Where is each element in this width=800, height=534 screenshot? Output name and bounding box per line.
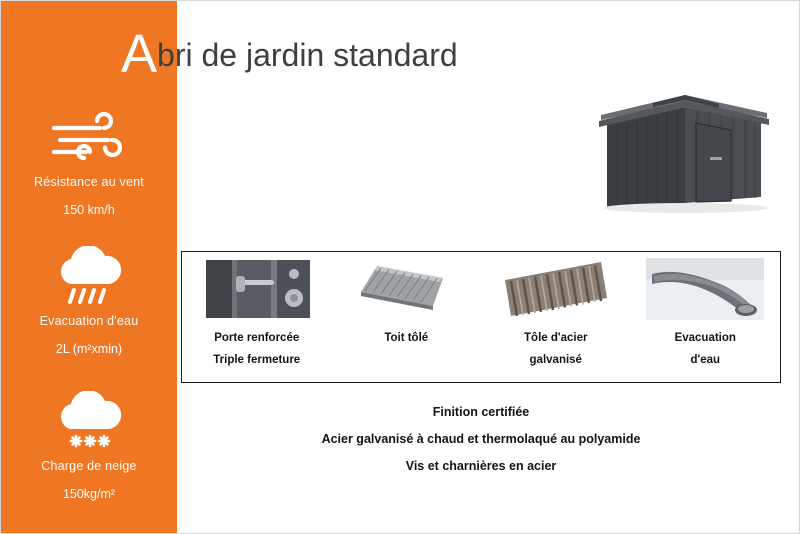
- sidebar-feature-label: Résistance au vent: [34, 175, 144, 189]
- garden-shed-photo: [593, 85, 773, 215]
- sidebar-feature-value: 2L (m²xmin): [55, 342, 123, 356]
- sidebar-feature-value: 150kg/m²: [62, 487, 116, 501]
- sidebar-feature-label: Charge de neige: [41, 459, 137, 473]
- caption-line-2: d'eau: [690, 353, 721, 366]
- wind-icon: [1, 107, 177, 169]
- water-drainage-photo: [646, 258, 764, 320]
- page-title-text: bri de jardin standard: [157, 37, 458, 73]
- sidebar-feature-snow: [1, 391, 177, 501]
- strip-cell-steel: [481, 252, 631, 382]
- snow-cloud-icon: [1, 391, 177, 453]
- strip-cell-caption: [491, 328, 621, 372]
- sidebar-feature-label: Evacuation d'eau: [39, 314, 139, 328]
- caption-line-1: Porte renforcée: [214, 332, 300, 344]
- page-title-dropcap: A: [121, 24, 158, 84]
- reinforced-door-photo: [198, 258, 316, 320]
- sidebar-feature-wind: [1, 107, 177, 217]
- footer-line: Acier galvanisé à chaud et thermolaqué au polyamide: [321, 432, 641, 446]
- strip-cell-caption: [341, 328, 471, 350]
- caption-line-2: galvanisé: [529, 353, 582, 366]
- galvanised-steel-sheet-photo: [497, 258, 615, 320]
- strip-cell-caption: [640, 328, 770, 372]
- caption-line-1: Toit tôlé: [384, 332, 429, 344]
- sidebar-feature-value: 150 km/h: [63, 203, 115, 217]
- caption-line-1: Tôle d'acier: [524, 332, 588, 344]
- strip-cell-door: [182, 252, 332, 382]
- caption-line-2: Triple fermeture: [213, 353, 301, 366]
- feature-strip: [181, 251, 781, 383]
- sidebar-feature-water: [1, 246, 177, 356]
- footer-line: Vis et charnières en acier: [405, 459, 557, 473]
- caption-line-1: Evacuation: [674, 332, 736, 344]
- footer-line: Finition certifiée: [432, 405, 530, 419]
- strip-cell-drainage: [631, 252, 781, 382]
- footer-notes: [181, 405, 781, 486]
- strip-cell-roof: [332, 252, 482, 382]
- strip-cell-caption: [192, 328, 322, 372]
- sheet-metal-roof-photo: [347, 258, 465, 320]
- rain-cloud-icon: [1, 246, 177, 308]
- page-title: [121, 24, 458, 84]
